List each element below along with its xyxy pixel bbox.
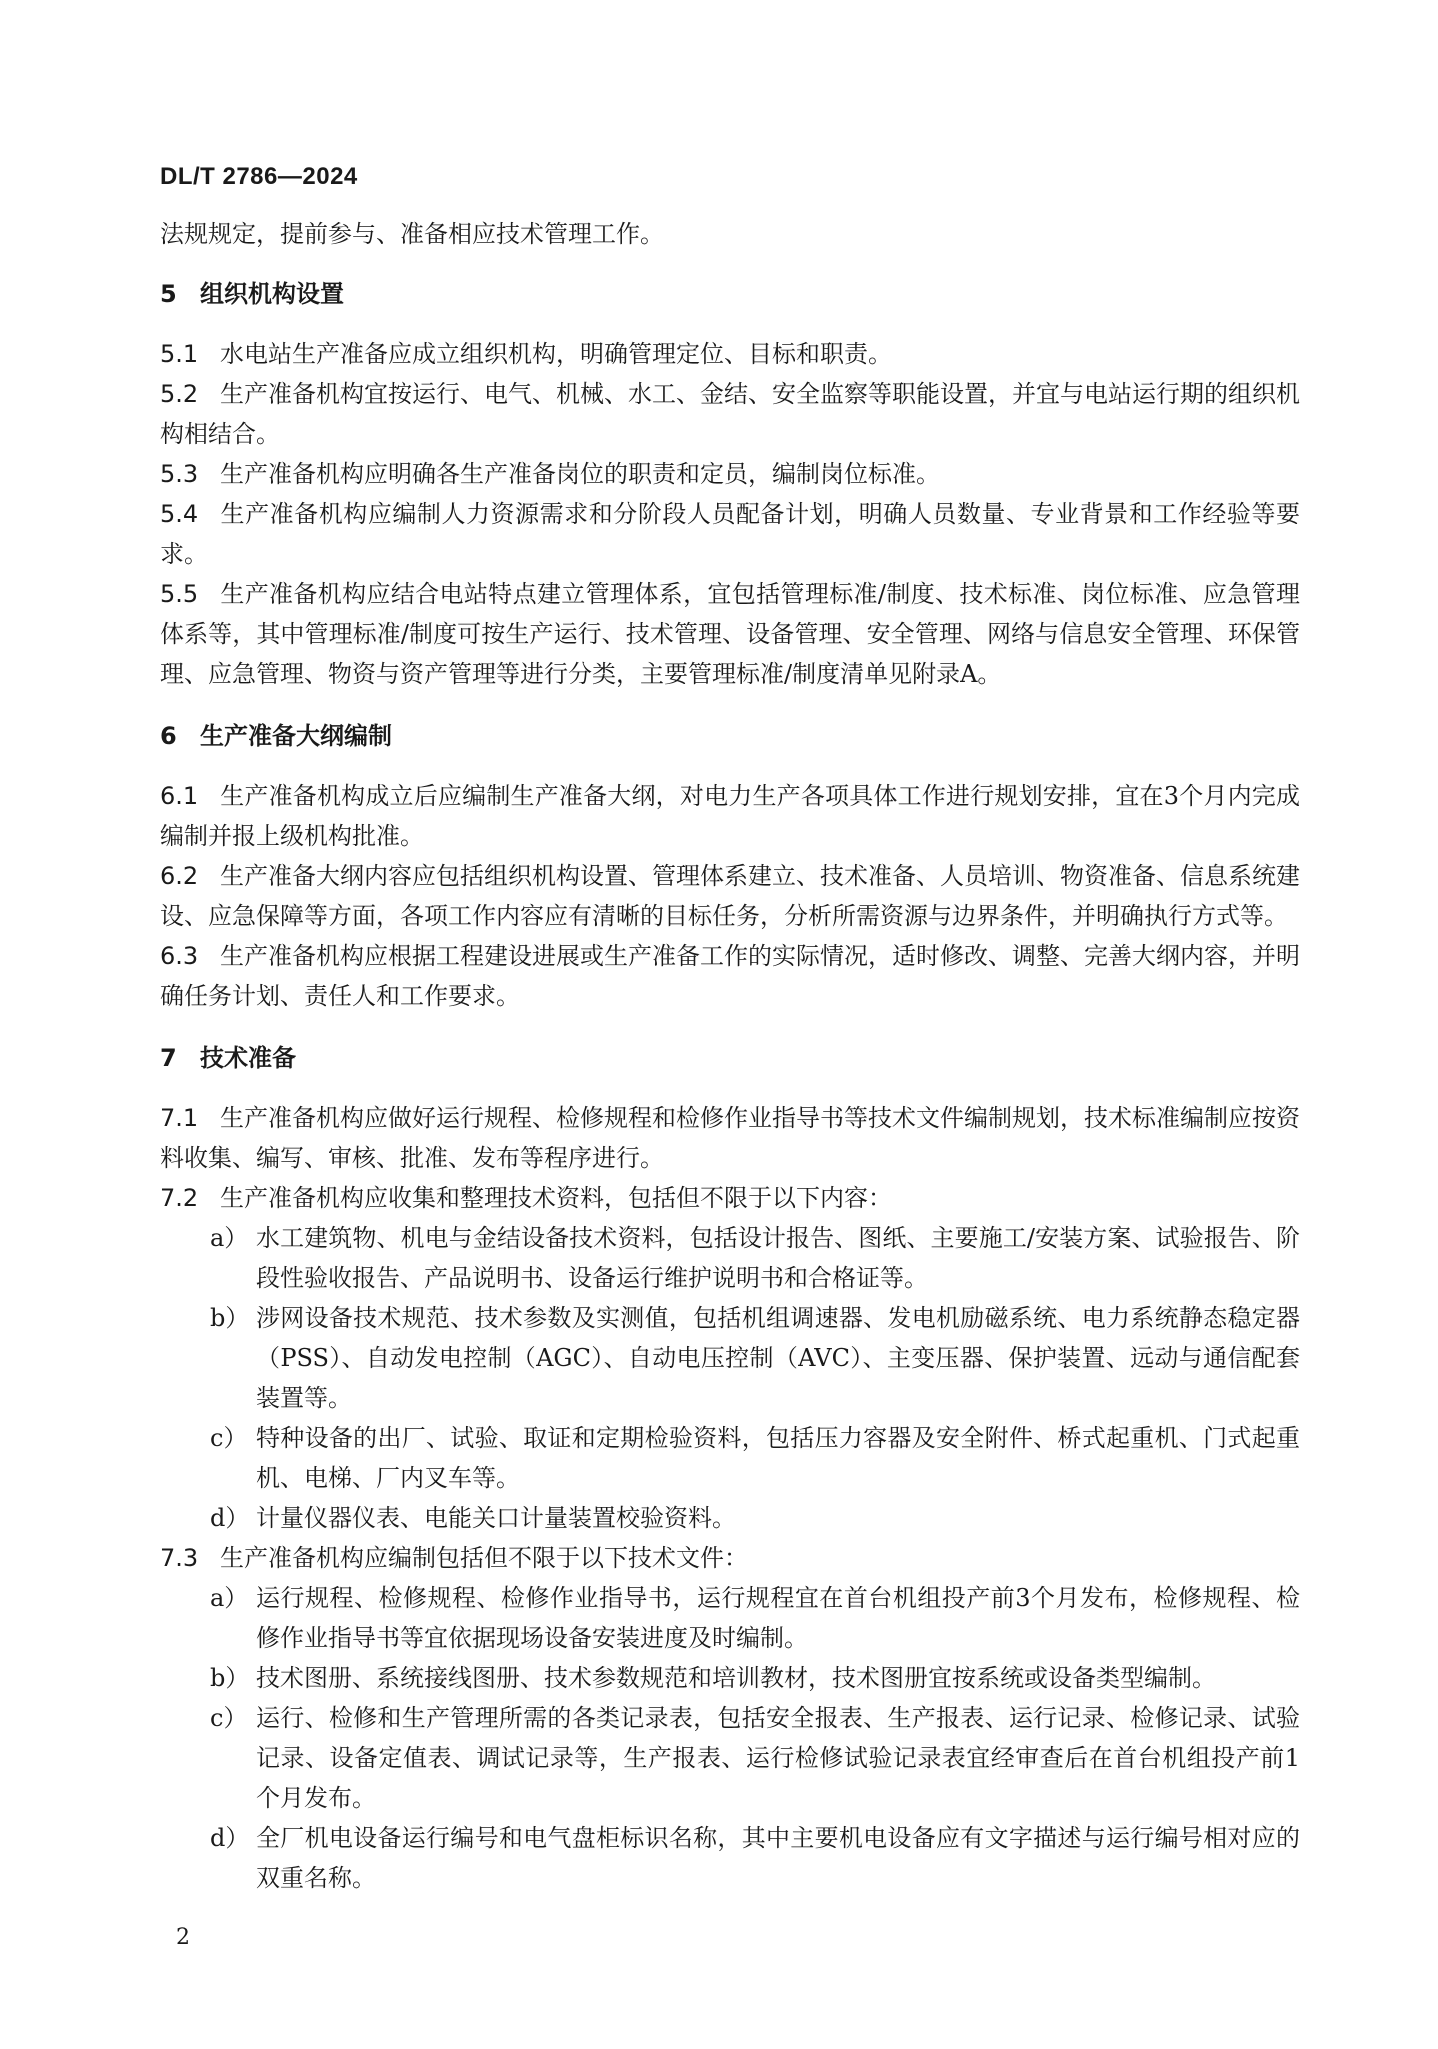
list-item-mark: c） [210,1424,248,1452]
clause-number: 5.2 [160,380,199,408]
clause-5-3 [160,454,1300,494]
clause-text: 生产准备机构应根据工程建设进展或生产准备工作的实际情况，适时修改、调整、完善大纲内容，并明确任务计划、责任人和工作要求。 [160,942,1300,1010]
list-item-mark: d） [210,1504,250,1532]
list-item-text: 涉网设备技术规范、技术参数及实测值，包括机组调速器、发电机励磁系统、电力系统静态稳定器（PSS）、自动发电控制（AGC）、自动电压控制（AVC）、主变压器、保护装置、远动与通信配套装置等。 [256,1304,1300,1412]
list-item-mark: b） [210,1304,250,1332]
clause-5-2 [160,374,1300,454]
section-number: 7 [160,1044,177,1072]
clause-6-1 [160,776,1300,856]
clause-text: 生产准备机构应收集和整理技术资料，包括但不限于以下内容： [220,1184,892,1212]
list-item [160,1498,1300,1538]
list-item-text: 特种设备的出厂、试验、取证和定期检验资料，包括压力容器及安全附件、桥式起重机、门式起重机、电梯、厂内叉车等。 [256,1424,1300,1492]
clause-5-1 [160,334,1300,374]
clause-number: 7.2 [160,1184,199,1212]
list-item-mark: a） [210,1224,249,1252]
clause-number: 6.3 [160,942,199,970]
clause-text: 水电站生产准备应成立组织机构，明确管理定位、目标和职责。 [220,340,892,368]
section-number: 5 [160,280,177,308]
clause-5-5 [160,574,1300,694]
clause-7-2-list [160,1218,1300,1538]
clause-6-3 [160,936,1300,1016]
section-title: 技术准备 [200,1044,296,1072]
list-item-mark: a） [210,1584,249,1612]
section-heading-5 [160,274,1300,314]
list-item-text: 运行规程、检修规程、检修作业指导书，运行规程宜在首台机组投产前3个月发布，检修规程、检修作业指导书等宜依据现场设备安装进度及时编制。 [256,1584,1300,1652]
document-code: DL/T 2786—2024 [160,163,358,190]
clause-text: 生产准备机构应结合电站特点建立管理体系，宜包括管理标准/制度、技术标准、岗位标准、应急管理体系等，其中管理标准/制度可按生产运行、技术管理、设备管理、安全管理、网络与信息安全管理、环保管理、应急管理、物资与资产管理等进行分类，主要管理标准/制度清单见附录A。 [160,580,1300,688]
list-item [160,1218,1300,1298]
section-heading-7 [160,1038,1300,1078]
list-item-text: 全厂机电设备运行编号和电气盘柜标识名称，其中主要机电设备应有文字描述与运行编号相对应的双重名称。 [256,1824,1300,1892]
clause-5-4 [160,494,1300,574]
list-item-mark: b） [210,1664,250,1692]
clause-number: 5.3 [160,460,199,488]
clause-7-3-list [160,1578,1300,1898]
clause-text: 生产准备机构成立后应编制生产准备大纲，对电力生产各项具体工作进行规划安排，宜在3个月内完成编制并报上级机构批准。 [160,782,1300,850]
clause-text: 生产准备机构应做好运行规程、检修规程和检修作业指导书等技术文件编制规划，技术标准编制应按资料收集、编写、审核、批准、发布等程序进行。 [160,1104,1300,1172]
list-item-text: 运行、检修和生产管理所需的各类记录表，包括安全报表、生产报表、运行记录、检修记录、试验记录、设备定值表、调试记录等，生产报表、运行检修试验记录表宜经审查后在首台机组投产前1个月发布。 [256,1704,1300,1812]
list-item-mark: d） [210,1824,250,1852]
list-item [160,1298,1300,1418]
list-item [160,1658,1300,1698]
clause-text: 生产准备机构宜按运行、电气、机械、水工、金结、安全监察等职能设置，并宜与电站运行期的组织机构相结合。 [160,380,1300,448]
list-item [160,1418,1300,1498]
clause-text: 生产准备机构应明确各生产准备岗位的职责和定员，编制岗位标准。 [220,460,940,488]
list-item-text: 计量仪器仪表、电能关口计量装置校验资料。 [256,1504,736,1532]
list-item-text: 技术图册、系统接线图册、技术参数规范和培训教材，技术图册宜按系统或设备类型编制。 [256,1664,1216,1692]
clause-number: 5.1 [160,340,199,368]
section-title: 组织机构设置 [200,280,344,308]
list-item [160,1698,1300,1818]
clause-number: 6.2 [160,862,199,890]
clause-6-2 [160,856,1300,936]
clause-number: 5.4 [160,500,199,528]
section-heading-6 [160,716,1300,756]
intro-paragraph: 法规规定，提前参与、准备相应技术管理工作。 [160,220,664,248]
clause-7-3 [160,1538,1300,1578]
clause-text: 生产准备大纲内容应包括组织机构设置、管理体系建立、技术准备、人员培训、物资准备、信息系统建设、应急保障等方面，各项工作内容应有清晰的目标任务，分析所需资源与边界条件，并明确执行方式等。 [160,862,1300,930]
list-item-mark: c） [210,1704,248,1732]
list-item [160,1818,1300,1898]
clause-number: 6.1 [160,782,199,810]
section-number: 6 [160,722,177,750]
clause-number: 5.5 [160,580,199,608]
clause-number: 7.3 [160,1544,199,1572]
list-item [160,1578,1300,1658]
section-title: 生产准备大纲编制 [200,722,392,750]
clause-text: 生产准备机构应编制人力资源需求和分阶段人员配备计划，明确人员数量、专业背景和工作经验等要求。 [160,500,1300,568]
document-body [160,214,1300,1898]
clause-7-1 [160,1098,1300,1178]
list-item-text: 水工建筑物、机电与金结设备技术资料，包括设计报告、图纸、主要施工/安装方案、试验报告、阶段性验收报告、产品说明书、设备运行维护说明书和合格证等。 [256,1224,1300,1292]
clause-7-2 [160,1178,1300,1218]
page-number: 2 [176,1925,190,1950]
clause-number: 7.1 [160,1104,199,1132]
clause-text: 生产准备机构应编制包括但不限于以下技术文件： [220,1544,748,1572]
